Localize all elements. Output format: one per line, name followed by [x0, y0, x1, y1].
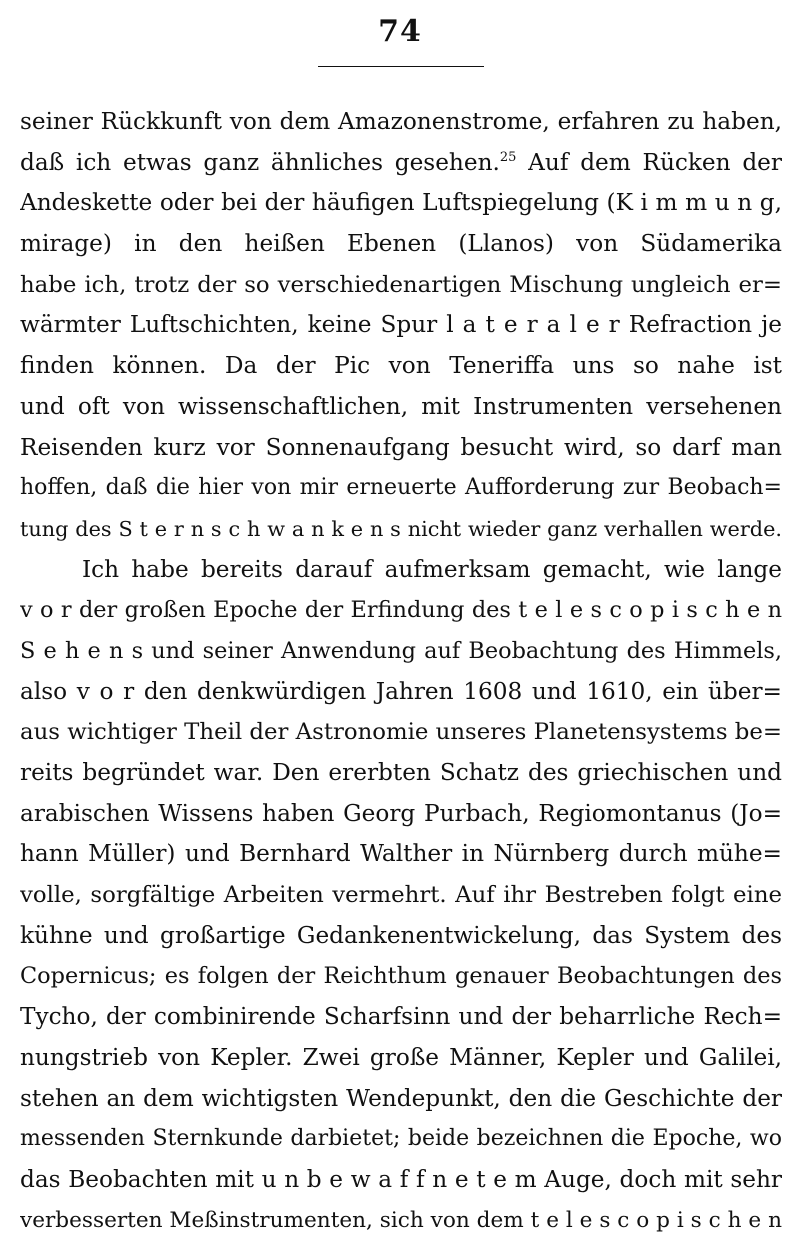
- text-line: aus wichtiger Theil der Astronomie unseres Planetensystems be=: [20, 719, 782, 746]
- footnote-marker: 25: [499, 149, 517, 165]
- header-rule: [318, 66, 484, 67]
- text-line: Reisenden kurz vor Sonnenaufgang besucht wird, so darf man: [20, 433, 782, 461]
- text-line: stehen an dem wichtigsten Wendepunkt, den die Geschichte der: [20, 1084, 782, 1112]
- text-line: arabischen Wissens haben Georg Purbach, Regiomontanus (Jo=: [20, 799, 782, 827]
- text-line: und oft von wissenschaftlichen, mit Instrumenten versehenen: [20, 392, 782, 420]
- text-line: volle, sorgfältige Arbeiten vermehrt. Auf ihr Bestreben folgt eine: [20, 882, 782, 909]
- text-line: hoffen, daß die hier von mir erneuerte Aufforderung zur Beobach=: [20, 475, 782, 501]
- text-line: verbesserten Meßinstrumenten, sich von dem t e l e s c o p i s c h e n: [20, 1207, 782, 1233]
- text-segment: Auf dem Rücken der: [516, 148, 782, 176]
- text-line: messenden Sternkunde darbietet; beide bezeichnen die Epoche, wo: [20, 1126, 782, 1152]
- text-line: wärmter Luftschichten, keine Spur l a t e r a l e r Refraction je: [20, 311, 782, 339]
- page-number: 74: [378, 14, 422, 49]
- text-line: tung des S t e r n s c h w a n k e n s nicht wieder ganz verhallen werde.: [20, 516, 782, 541]
- text-line: Copernicus; es folgen der Reichthum genauer Beobachtungen des: [20, 963, 782, 990]
- text-line: finden können. Da der Pic von Teneriffa uns so nahe ist: [20, 352, 782, 380]
- text-line: also v o r den denkwürdigen Jahren 1608 und 1610, ein über=: [20, 677, 782, 705]
- text-line: [20, 143, 782, 184]
- text-line: v o r der großen Epoche der Erfindung des t e l e s c o p i s c h e n: [20, 597, 782, 624]
- text-segment: daß ich etwas ganz ähnliches gesehen.: [20, 148, 500, 176]
- text-line: seiner Rückkunft von dem Amazonenstrome, erfahren zu haben,: [20, 108, 782, 135]
- text-line: S e h e n s und seiner Anwendung auf Beobachtung des Himmels,: [20, 637, 782, 664]
- text-line: Andeskette oder bei der häufigen Luftspiegelung (K i m m u n g,: [20, 189, 782, 217]
- text-line: Ich habe bereits darauf aufmerksam gemacht, wie lange: [82, 555, 782, 583]
- text-line: Tycho, der combinirende Scharfsinn und der beharrliche Rech=: [20, 1003, 782, 1031]
- text-line: das Beobachten mit u n b e w a f f n e t e m Auge, doch mit sehr: [20, 1165, 782, 1193]
- text-line: kühne und großartige Gedankenentwickelung, das System des: [20, 921, 782, 949]
- text-line: reits begründet war. Den ererbten Schatz des griechischen und: [20, 759, 782, 786]
- text-line: habe ich, trotz der so verschiedenartigen Mischung ungleich er=: [20, 271, 782, 298]
- text-line: hann Müller) und Bernhard Walther in Nürnberg durch mühe=: [20, 840, 782, 868]
- text-line: nungstrieb von Kepler. Zwei große Männer, Kepler und Galilei,: [20, 1043, 782, 1071]
- body-text: [20, 102, 782, 1241]
- text-line: mirage) in den heißen Ebenen (Llanos) von Südamerika: [20, 230, 782, 258]
